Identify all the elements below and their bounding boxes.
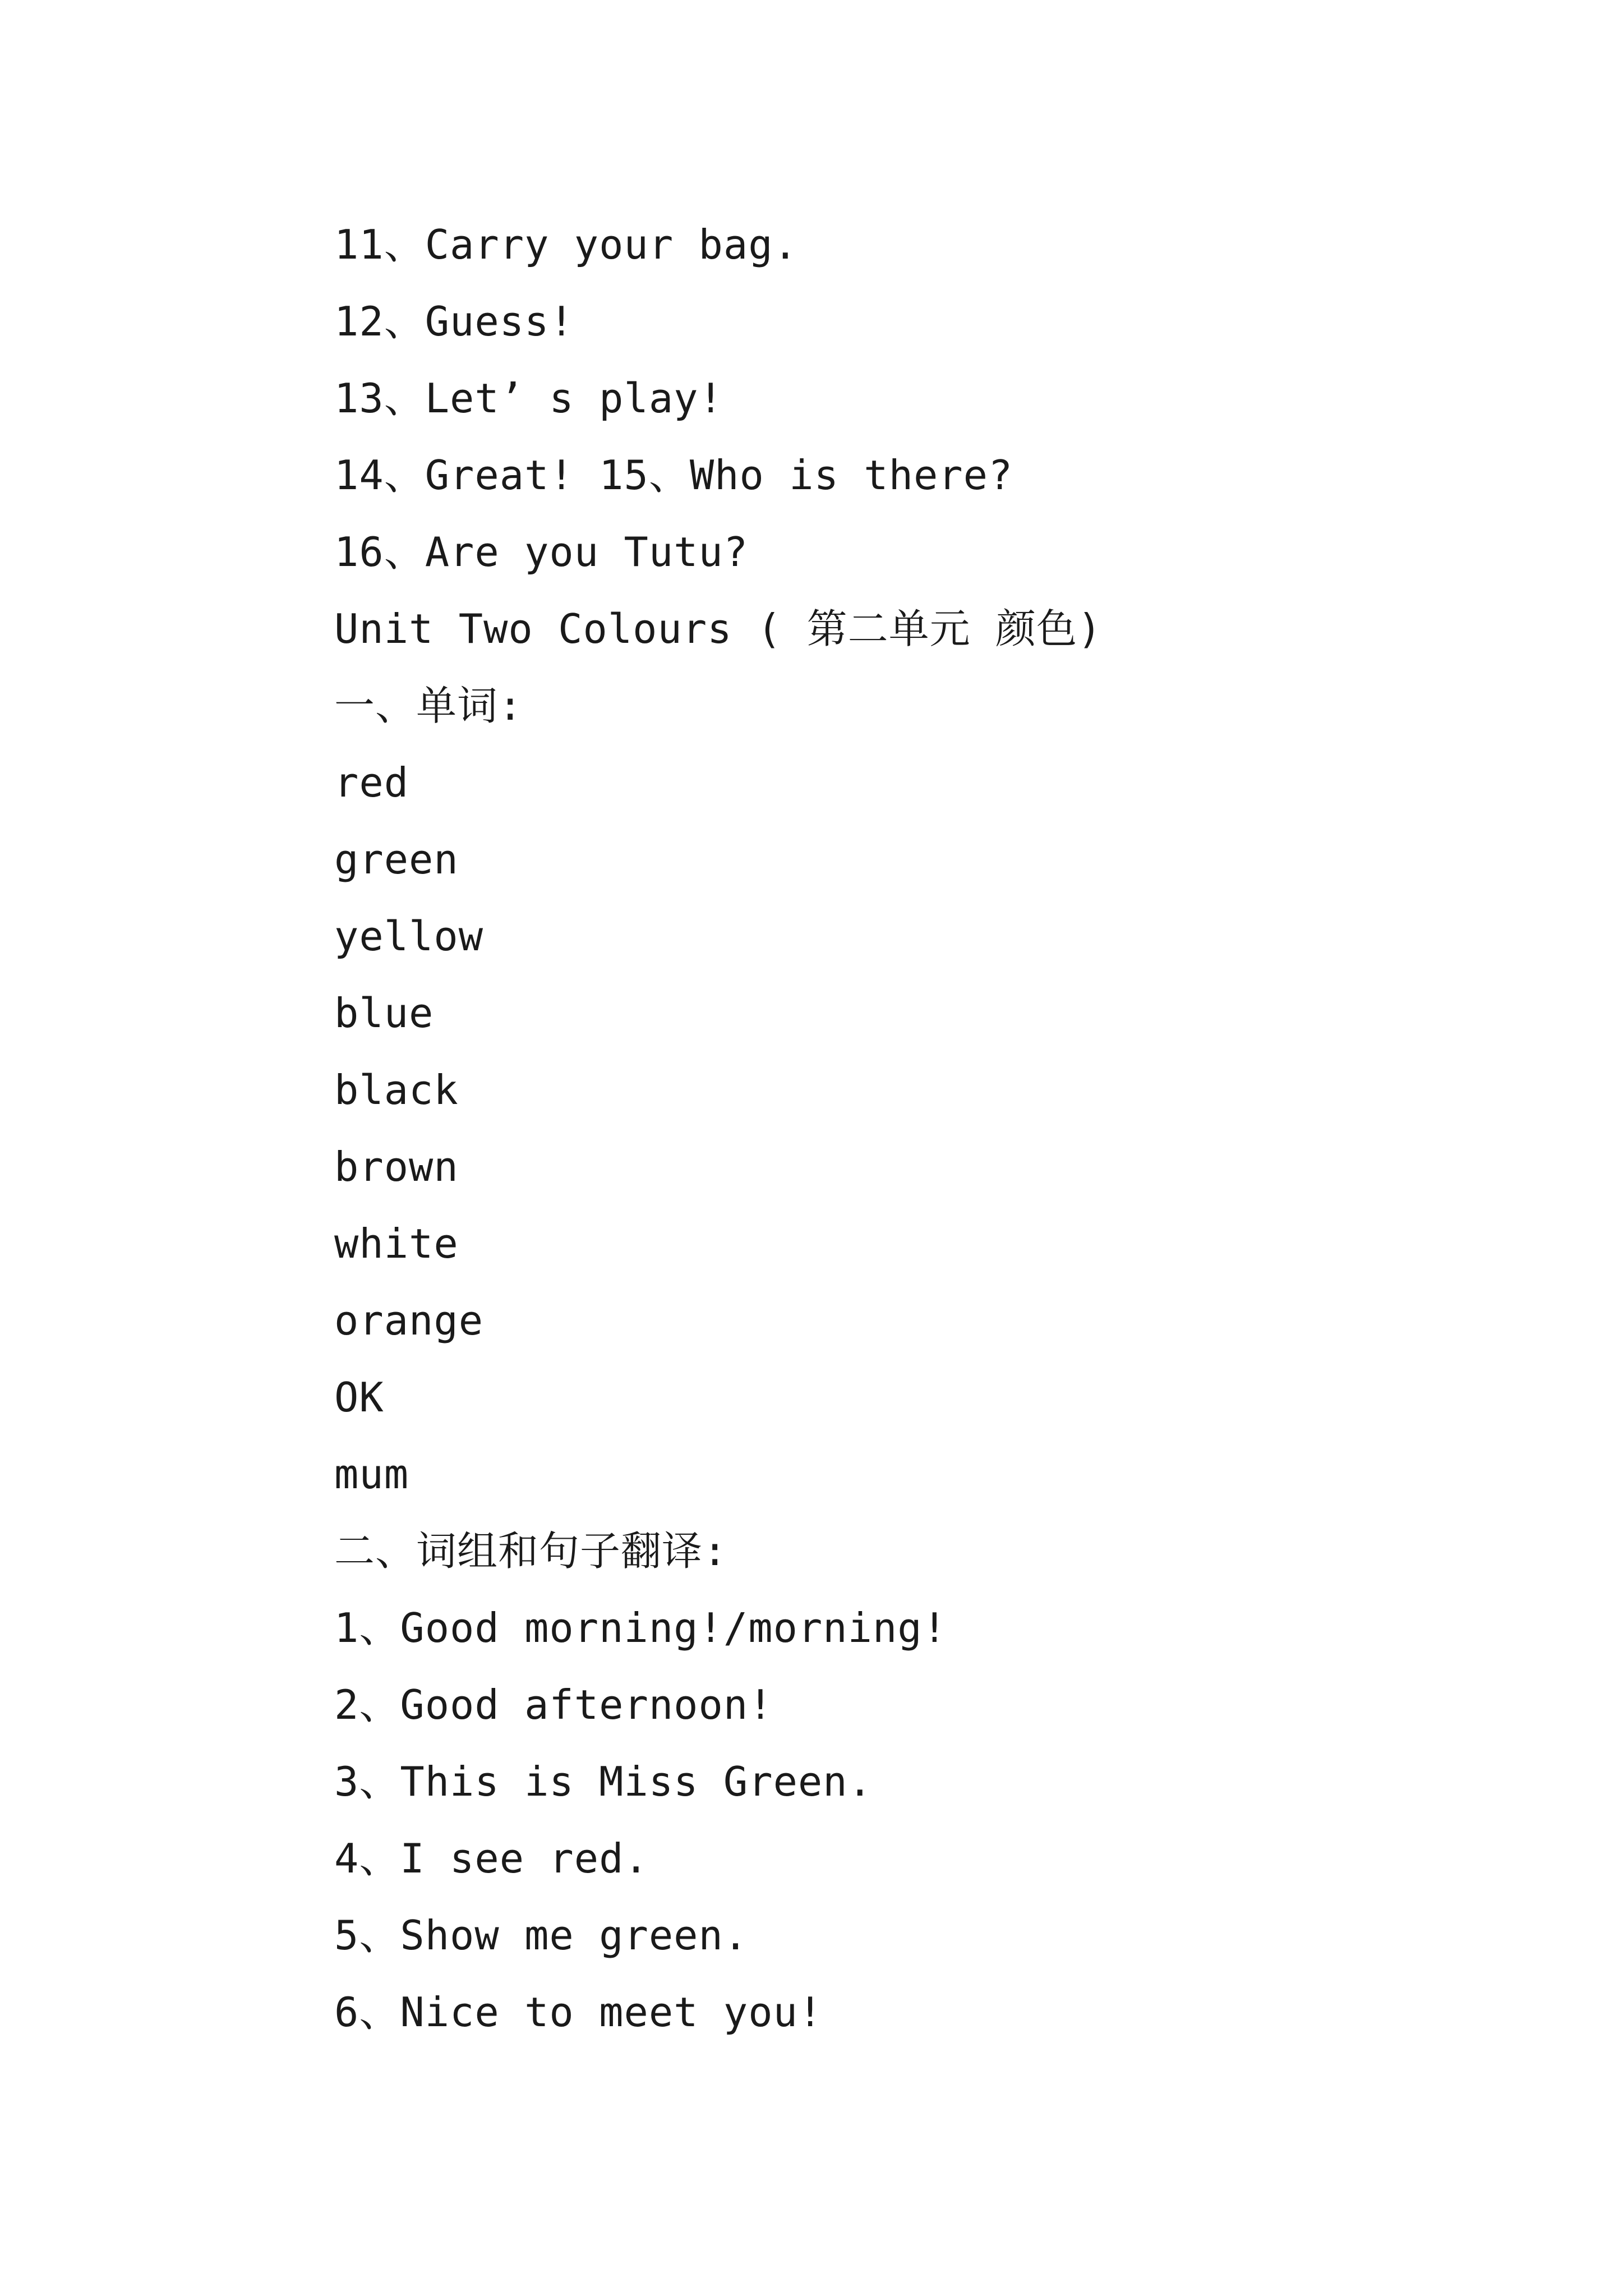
sentence-item-16: 16、Are you Tutu? — [334, 528, 749, 576]
unit-heading: Unit Two Colours ( 第二单元 颜色) — [334, 605, 1103, 652]
sentence-item-13: 13、Let’ s play! — [334, 375, 723, 422]
word-item: black — [334, 1066, 459, 1114]
section-heading-phrases: 二、词组和句子翻译: — [334, 1527, 728, 1575]
word-item: blue — [334, 990, 434, 1037]
sentence-item-3: 3、This is Miss Green. — [334, 1758, 873, 1805]
word-item: mum — [334, 1451, 409, 1498]
sentence-item-6: 6、Nice to meet you! — [334, 1989, 823, 2036]
sentence-item-14-15: 14、Great! 15、Who is there? — [334, 452, 1013, 499]
word-item: white — [334, 1220, 459, 1267]
section-heading-words: 一、单词: — [334, 682, 523, 729]
document-body — [334, 206, 1512, 2051]
sentence-item-1: 1、Good morning!/morning! — [334, 1604, 947, 1651]
sentence-item-5: 5、Show me green. — [334, 1912, 749, 1959]
sentence-item-12: 12、Guess! — [334, 298, 574, 345]
sentence-item-2: 2、Good afternoon! — [334, 1681, 773, 1728]
word-item: yellow — [334, 913, 484, 960]
word-item: brown — [334, 1143, 459, 1190]
word-item: red — [334, 759, 409, 806]
sentence-item-4: 4、I see red. — [334, 1835, 649, 1882]
sentence-item-11: 11、Carry your bag. — [334, 221, 798, 268]
word-item: orange — [334, 1297, 484, 1344]
word-item: green — [334, 836, 459, 883]
word-item: OK — [334, 1374, 384, 1421]
